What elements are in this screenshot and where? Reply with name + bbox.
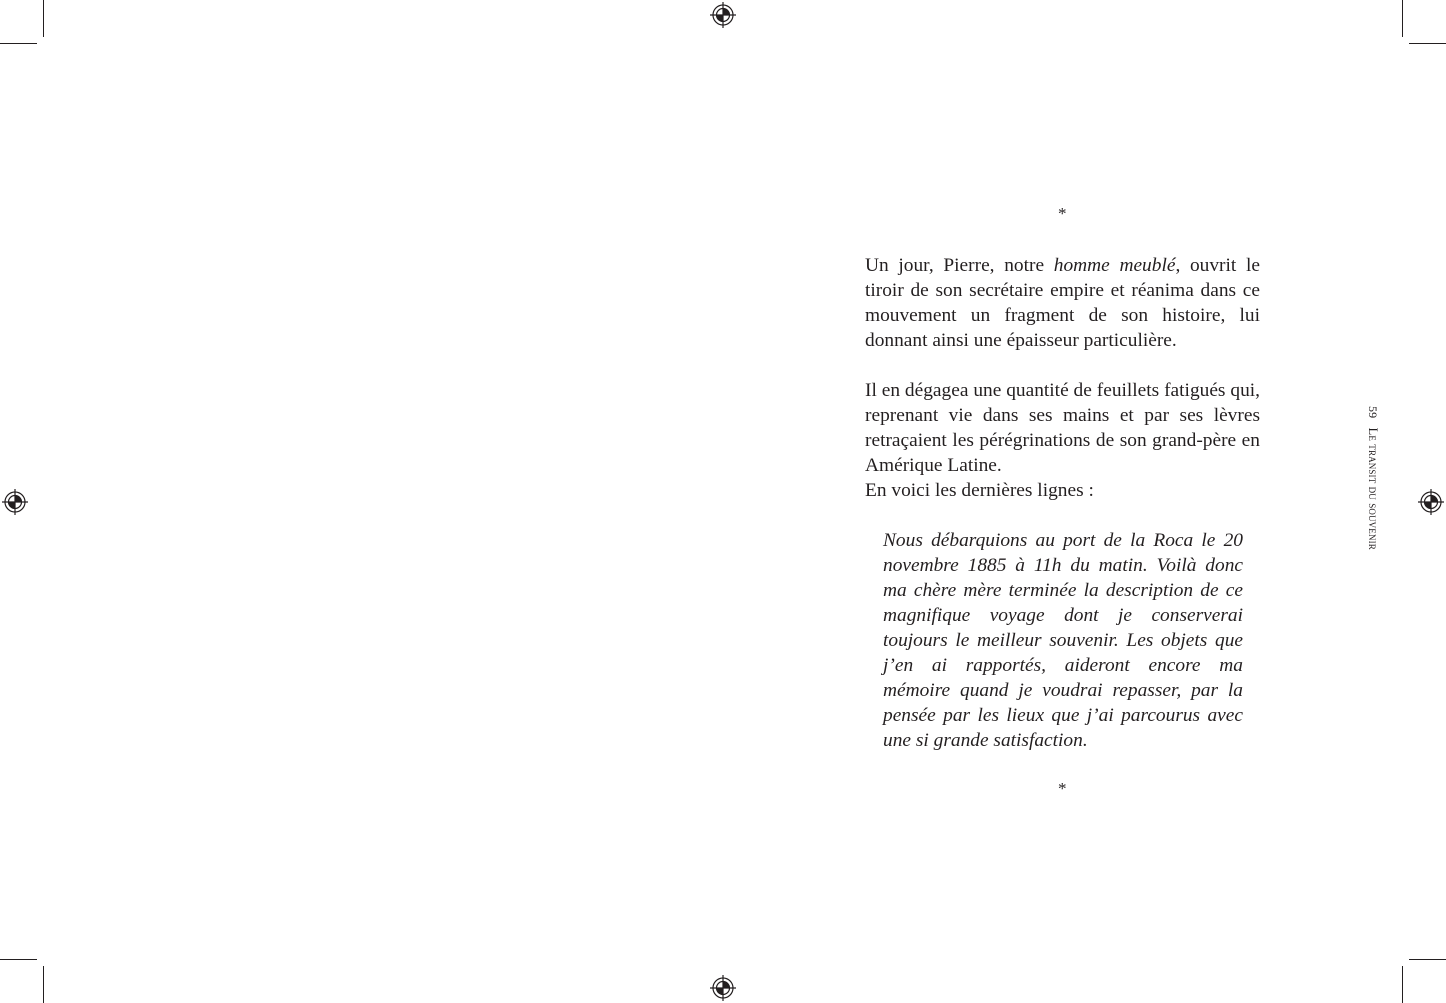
paragraph-2: Il en dégagea une quantité de feuillets fatigués qui, reprenant vie dans ses mains et par ses lèvres retraçaient les pérégrinations de son grand-père en Amérique Latine. [865, 380, 1260, 476]
running-head [1366, 406, 1380, 550]
registration-target-icon [2, 489, 28, 515]
section-ornament-bottom: * [1058, 779, 1067, 798]
paragraph-1-start: Un jour, Pierre, notre [865, 255, 1054, 276]
registration-target-icon [710, 975, 736, 1001]
book-title: Le transit du souvenir [1366, 427, 1380, 550]
emphasis-homme-meuble: homme meublé [1053, 255, 1176, 276]
quoted-letter: Nous débarquions au port de la Roca le 20 novembre 1885 à 11h du matin. Voilà donc ma chère mère terminée la description de ce magnifique voyage dont je conserverai toujours le meilleur souvenir. Les objets que j’en ai rapportés, aideront encore ma mémoire quand je voudrai repasser, par la pensée par les lieux que j’ai parcourus avec une si grande satisfaction. [883, 530, 1243, 751]
registration-target-icon [710, 2, 736, 28]
page-number: 59 [1366, 406, 1380, 419]
paragraph-1-end: , ouvrit le tiroir de son secrétaire empire et réanima dans ce mouvement un fragment de son histoire, lui donnant ainsi une épaisseur particulière. [865, 255, 1260, 351]
paragraph-1 [865, 253, 1260, 353]
paragraph-2-block [865, 378, 1260, 503]
registration-target-icon [1418, 489, 1444, 515]
paragraph-3: En voici les dernières lignes : [865, 480, 1094, 501]
section-ornament-top: * [1058, 204, 1067, 223]
